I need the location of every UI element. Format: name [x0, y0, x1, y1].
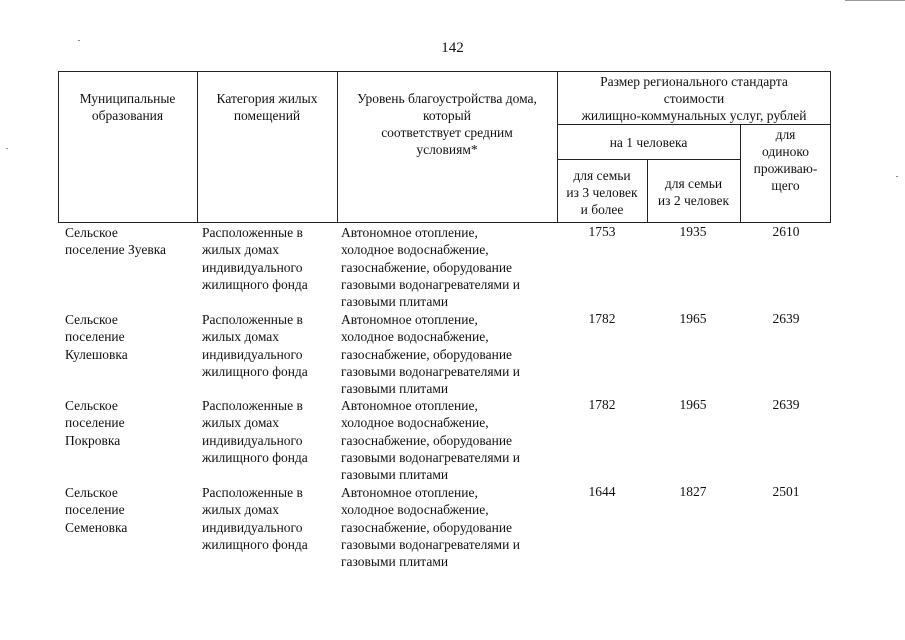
row-level: Автономное отопление, холодное водоснабжение, газоснабжение, оборудование газовыми водонагревателями и газовыми плитами	[341, 485, 520, 570]
scan-edge-mark	[845, 0, 905, 1]
header-municipality: Муниципальные образования	[79, 91, 176, 123]
row-family-2-value: 1965	[679, 311, 707, 326]
row-level: Автономное отопление, холодное водоснабжение, газоснабжение, оборудование газовыми водонагревателями и газовыми плитами	[341, 225, 520, 310]
header-per-person: на 1 человека	[609, 135, 688, 150]
scan-speck	[6, 148, 8, 149]
row-family-2-value: 1935	[679, 224, 707, 239]
scan-speck	[896, 176, 898, 177]
header-divider	[557, 159, 740, 160]
header-standard: Размер регионального стандарта стоимости жилищно-коммунальных услуг, рублей	[581, 74, 807, 123]
row-category: Расположенные в жилых домах индивидуального жилищного фонда	[202, 485, 308, 552]
row-category: Расположенные в жилых домах индивидуального жилищного фонда	[202, 225, 308, 292]
row-municipality: Сельское поселение Семеновка	[65, 485, 128, 535]
row-municipality: Сельское поселение Зуевка	[65, 225, 167, 258]
row-family-2-value: 1965	[679, 397, 707, 412]
row-municipality: Сельское поселение Покровка	[65, 398, 125, 448]
row-family-2-value: 1827	[679, 484, 707, 499]
row-level: Автономное отопление, холодное водоснабжение, газоснабжение, оборудование газовыми водонагревателями и газовыми плитами	[341, 398, 520, 483]
row-single-value: 2501	[772, 484, 800, 499]
row-single-value: 2610	[772, 224, 800, 239]
row-single-value: 2639	[772, 397, 800, 412]
row-municipality: Сельское поселение Кулешовка	[65, 312, 128, 362]
row-category: Расположенные в жилых домах индивидуального жилищного фонда	[202, 312, 308, 379]
header-family-2: для семьи из 2 человек	[657, 176, 730, 208]
header-single: для одиноко проживаю- щего	[753, 127, 818, 193]
row-family-3-value: 1644	[588, 484, 616, 499]
row-family-3-value: 1753	[588, 224, 616, 239]
header-divider	[557, 124, 831, 125]
row-family-3-value: 1782	[588, 397, 616, 412]
row-level: Автономное отопление, холодное водоснабжение, газоснабжение, оборудование газовыми водонагревателями и газовыми плитами	[341, 312, 520, 397]
row-family-3-value: 1782	[588, 311, 616, 326]
row-single-value: 2639	[772, 311, 800, 326]
header-level: Уровень благоустройства дома, который соответствует средним условиям*	[357, 91, 537, 157]
header-family-3: для семьи из 3 человек и более	[566, 168, 638, 217]
row-category: Расположенные в жилых домах индивидуального жилищного фонда	[202, 398, 308, 465]
header-category: Категория жилых помещений	[216, 91, 318, 123]
page-number: 142	[441, 40, 464, 56]
